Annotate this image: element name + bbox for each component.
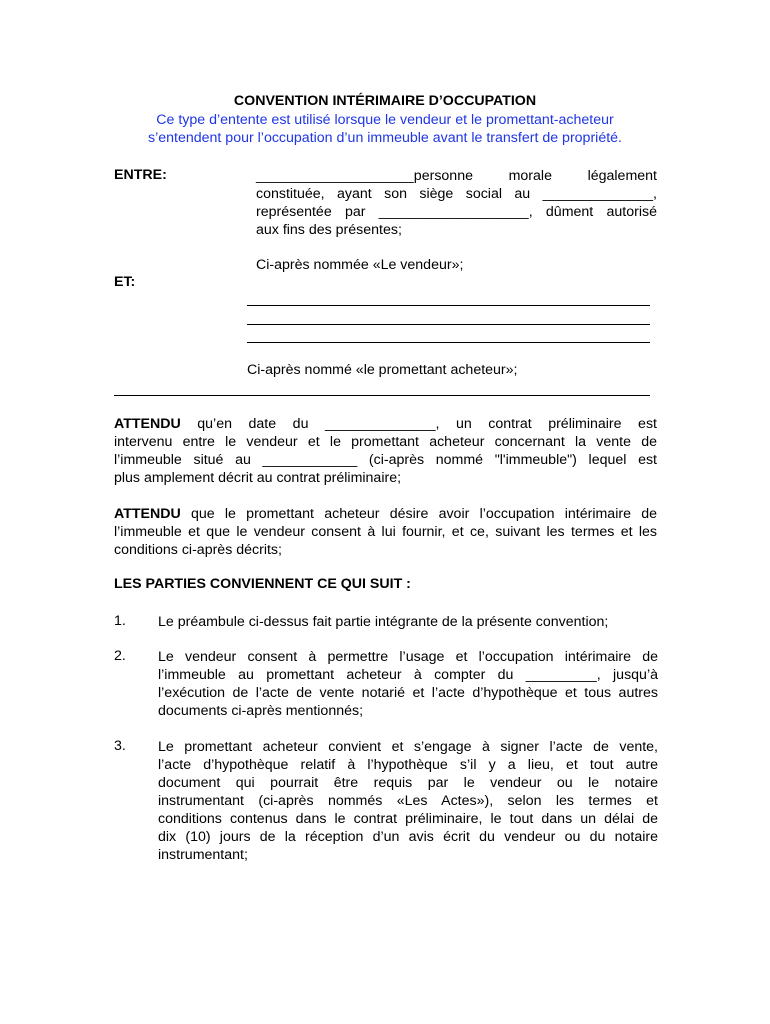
- recital-2-line-2: l’immeuble et que le vendeur consent à lui fournir, et ce, suivant les termes et les: [114, 524, 657, 540]
- seller-line-3: représentée par ___________________, dûment autorisé: [256, 204, 657, 220]
- seller-line-1: ____________________personne morale légalement: [256, 168, 657, 184]
- recital-1-line-4: plus amplement décrit au contrat préliminaire;: [114, 470, 402, 486]
- recital-2: [114, 505, 657, 559]
- buyer-named: Ci-après nommé «le promettant acheteur»;: [247, 362, 518, 378]
- attendu-label-2: ATTENDU: [114, 506, 181, 522]
- seller-named: Ci-après nommée «Le vendeur»;: [256, 257, 464, 273]
- item-3-line-1: Le promettant acheteur convient et s’engage à signer l’acte de vente,: [158, 739, 658, 755]
- buyer-blank-line-2: [247, 324, 650, 325]
- et-label: ET:: [114, 274, 136, 290]
- item-1-text: [158, 613, 658, 631]
- seller-block: [256, 167, 657, 239]
- item-3-number: 3.: [114, 738, 126, 754]
- item-3-line-2: l’acte d’hypothèque relatif à l’hypothèque s’il y a lieu, et tout autre: [158, 757, 658, 773]
- agreement-heading: LES PARTIES CONVIENNENT CE QUI SUIT :: [114, 576, 411, 592]
- item-2-line-4: documents ci-après mentionnés;: [158, 703, 364, 719]
- subtitle-line-2: s’entendent pour l’occupation d’un immeuble avant le transfert de propriété.: [148, 130, 622, 146]
- entre-label: ENTRE:: [114, 167, 167, 183]
- item-2-line-2: l’immeuble au promettant acheteur à compter du _________, jusqu’à: [158, 667, 658, 683]
- recital-2-line-1: [114, 505, 657, 523]
- recital-1: [114, 415, 657, 487]
- item-3-text: [158, 738, 658, 864]
- item-1-number: 1.: [114, 613, 126, 629]
- seller-line-2: constituée, ayant son siège social au ______________,: [256, 186, 657, 202]
- item-3-line-4: instrumentant (ci-après nommés «Les Actes»), selon les termes et: [158, 793, 658, 809]
- document-title: CONVENTION INTÉRIMAIRE D’OCCUPATION: [233, 93, 537, 109]
- recital-1-line-3: l’immeuble situé au ____________ (ci-après nommé "l'immeuble") lequel est: [114, 452, 657, 468]
- item-3-line-7: instrumentant;: [158, 847, 248, 863]
- item-3-line-5: conditions contenus dans le contrat préliminaire, le tout dans un délai de: [158, 811, 658, 827]
- recital-2-text-1: que le promettant acheteur désire avoir l’occupation intérimaire de: [180, 506, 657, 522]
- item-2-line-3: l’exécution de l’acte de vente notarié et l’acte d’hypothèque et tous autres: [158, 685, 658, 701]
- item-3-line-6: dix (10) jours de la réception d’un avis écrit du vendeur ou du notaire: [158, 829, 658, 845]
- recital-1-line-1: [114, 415, 657, 433]
- subtitle-line-1: Ce type d’entente est utilisé lorsque le vendeur et le promettant-acheteur: [156, 112, 614, 128]
- item-1-line-1: Le préambule ci-dessus fait partie intégrante de la présente convention;: [158, 614, 609, 630]
- recital-1-line-2: intervenu entre le vendeur et le promettant acheteur concernant la vente de: [114, 434, 657, 450]
- buyer-blank-line-1: [247, 305, 650, 306]
- item-2-number: 2.: [114, 648, 126, 664]
- item-2-text: [158, 648, 658, 720]
- seller-line-4: aux fins des présentes;: [256, 222, 402, 238]
- parties-separator: [114, 395, 650, 396]
- recital-2-line-3: conditions ci-après décrits;: [114, 542, 282, 558]
- item-2-line-1: Le vendeur consent à permettre l’usage et l’occupation intérimaire de: [158, 649, 658, 665]
- document-subtitle: [0, 111, 770, 147]
- item-3-line-3: document qui pourrait être requis par le vendeur ou le notaire: [158, 775, 658, 791]
- attendu-label: ATTENDU: [114, 416, 181, 432]
- buyer-blank-line-3: [247, 342, 650, 343]
- recital-1-text-1: qu’en date du ______________, un contrat préliminaire est: [180, 416, 657, 432]
